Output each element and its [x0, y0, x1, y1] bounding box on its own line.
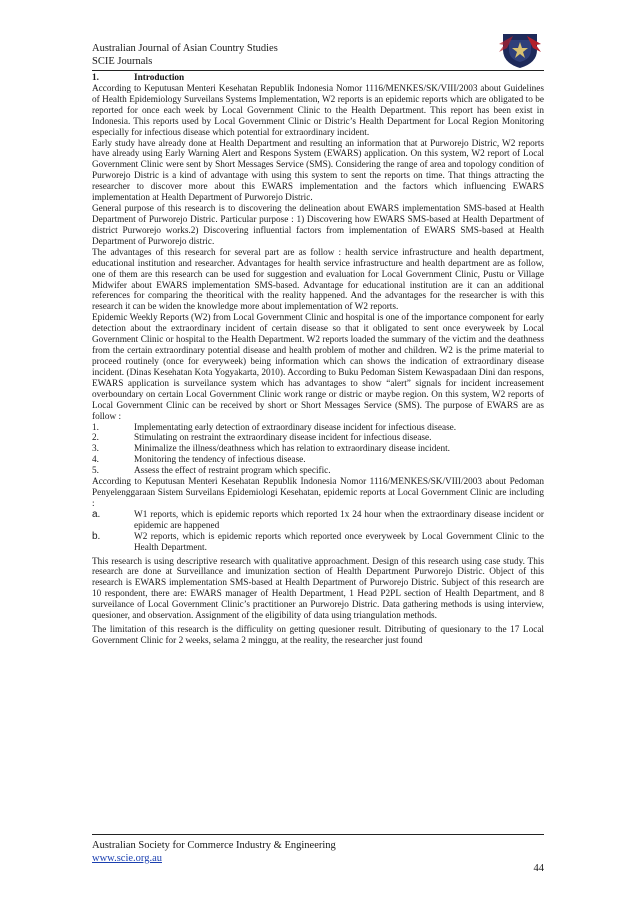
running-header	[92, 42, 552, 68]
paragraph: According to Keputusan Menteri Kesehatan Republik Indonesia Nomor 1116/MENKES/SK/VIII/2003 about Pedoman Penyelenggaraan Sistem Surveilans Epidemiologi Kesehatan, epidemic reports at Local Government Clinic are including :	[92, 477, 544, 509]
page-number: 44	[533, 863, 544, 874]
section-heading	[92, 73, 544, 84]
list-item: 2. Stimulating on restraint the extraordinary disease incident for infectious disease.	[92, 433, 432, 444]
society-name: Australian Society for Commerce Industry & Engineering	[92, 840, 336, 851]
section-title: Introduction	[134, 73, 185, 83]
journal-series: SCIE Journals	[92, 56, 153, 67]
journal-title: Australian Journal of Asian Country Studies	[92, 43, 278, 54]
footer-rule	[92, 834, 544, 835]
paragraph: Epidemic Weekly Reports (W2) from Local Government Clinic and hospital is one of the importance component for early detection about the extraordinary incident of certain disease so that it obligated to sent once everyweek by Local Government Clinic or hospital to the Health Department. W2 reports loaded the summary of the victim and the deathness from the certain extraordinary potential disease and health problem of mother and children. W2 is the prime material to proceed routinely (once for everyweek) being information which can shows the indication of extraordinary disease incident. (Dinas Kesehatan Kota Yogyakarta, 2010). According to Buku Pedoman Sistem Kewaspadaan Dini dan respons, EWARS application is surveilance system which has advantages to show “alert” signals for incident increasement overboundary on certain Local Government Clinic work range or distric or maybe region. On this system, W2 reports of Local Government Clinic can be received by short or Short Messages Service (SMS). The purpose of EWARS are as follow :	[92, 313, 544, 422]
header-rule	[92, 70, 544, 71]
list-item: 4. Monitoring the tendency of infectious disease.	[92, 455, 306, 466]
paragraph: The limitation of this research is the difficulity on getting quesioner result. Ditributing of quesionary to the 17 Local Government Clinic for 2 weeks, selama 2 minggu, at the reality, the researcher just found	[92, 625, 544, 647]
paragraph: According to Keputusan Menteri Kesehatan Republik Indonesia Nomor 1116/MENKES/SK/VIII/2003 about Guidelines of Health Epidemiology Surveilans Systems Implementation, W2 reports is an epidemic reports which are obligated to be reported for once each week by Local Government Clinic to the Health Department. This report has been exist in Indonesia. This reports used by Local Government Clinic or Distric’s Health Department for Local Region Monitoring especially for infectious disease which potential for extraordinary incident.	[92, 83, 544, 138]
paragraph: This research is using descriptive research with qualitative approachment. Design of this research using case study. This research are done at Surveillance and imunization section of Health Department Purworejo Distric. Object of this research is EWARS implementation SMS-based at Health Department of Purworejo Distric. Subject of this research are 10 respondent, there are: EWARS manager of Health Department, 1 Head P2PL section of Health Department, and 8 surveilance of Local Government Clinic’s practitioner an Purworejo Distric. Data gathering methods is using interview, quesioner, and observation. Assignment of the eligibility of data using triangulation methods.	[92, 556, 544, 622]
paragraph: General purpose of this research is to discovering the delineation about EWARS implementation SMS-based at Health Department of Purworejo Distric. Particular purpose : 1) Discovering how EWARS SMS-based at Health Department of district Purworejo works.2) Discovering influential factors from implementation of EWARS SMS-based at Health Department of Purworejo distric.	[92, 204, 544, 247]
running-footer	[92, 839, 544, 865]
website-link[interactable]: www.scie.org.au	[92, 853, 162, 864]
journal-logo-icon	[497, 30, 543, 70]
list-item: b. W2 reports, which is epidemic reports which reported once everyweek by Local Government Clinic to the Health Department.	[92, 530, 544, 553]
list-item: 1. Implementating early detection of extraordinary disease incident for infectious disease.	[92, 422, 457, 433]
article-body	[92, 73, 544, 647]
list-item: 5. Assess the effect of restraint program which specific.	[92, 466, 331, 477]
list-item: 3. Minimalize the illness/deathness which has relation to extraordinary disease incident.	[92, 444, 450, 455]
list-item: a. W1 reports, which is epidemic reports which reported 1x 24 hour when the extraordinary disease incident or epidemic are happened	[92, 508, 544, 531]
section-number: 1.	[92, 73, 99, 83]
paragraph: The advantages of this research for several part are as follow : health service infrastructure and health department, educational institution and researcher. Advantages for health service infrastructure and health department are as follow, one of them are this research can be used for suggestion and evaluation for Local Government Clinic, Pustu or Village Midwifer about EWARS implementation SMS-based. Advantage for educational institution are it can an additional references for comparing the theoritical with the reality happened. And the advantages for the researcher is with this research it can be widen the knowledge more about implementation of W2 reports.	[92, 247, 544, 313]
paragraph: Early study have already done at Health Department and resulting an information that at Purworejo Distric, W2 reports have already using Early Warning Alert and Respons System (EWARS) application. On this system, W2 report of Local Government Clinic were sent by Short Messages Service (SMS). Considering the range of area and topology condition of Purworejo Distric is a kind of advantage with using this system to sent the reports on time. That things attracting the researcher to discover more about this EWARS implementation and the factors which influencing EWARS implementation at Health Department of Purworejo Distric.	[92, 138, 544, 204]
